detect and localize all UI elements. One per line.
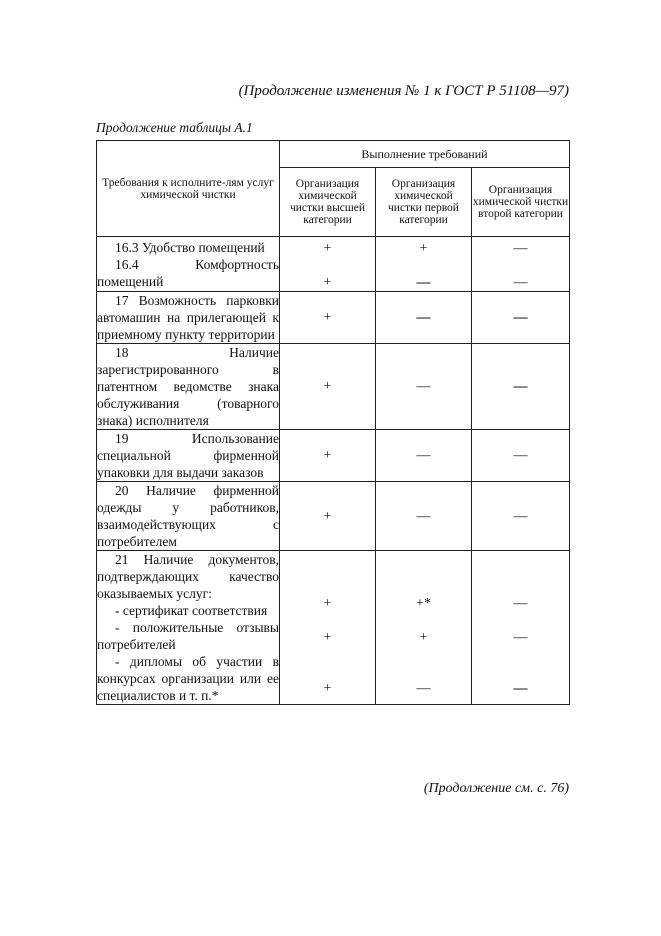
mark-21-sub3-second: —: [513, 681, 528, 696]
mark-17-high: +: [280, 292, 376, 344]
mark-20-high: +: [280, 482, 376, 551]
mark-20-first: —: [376, 482, 472, 551]
mark-18-second: —: [472, 344, 570, 430]
row-21-high: [280, 551, 376, 705]
mark-16-3-first: +: [419, 241, 428, 256]
row-16-first: [376, 237, 472, 292]
mark-21-sub2-first: +: [419, 630, 428, 645]
requirement-20: [97, 482, 280, 551]
mark-21-sub3-first: —: [416, 681, 431, 696]
requirement-16-4: 16.4 Комфортность помещений: [97, 256, 279, 289]
mark-21-sub1-first: +*: [416, 596, 431, 611]
table-caption: Продолжение таблицы А.1: [96, 120, 253, 135]
requirement-18-text: 18 Наличие зарегистрированного в патентном ведомстве знака обслуживания (товарного знака) исполнителя: [97, 345, 279, 428]
requirement-21-sub2: - положительные отзывы потребителей: [97, 620, 279, 652]
document-header: (Продолжение изменения № 1 к ГОСТ Р 51108—97): [238, 83, 569, 99]
header-org-first: Организация химической чистки первой категории: [376, 168, 472, 237]
requirements-table: [96, 140, 570, 705]
requirement-19: [97, 430, 280, 482]
mark-21-sub2-second: —: [513, 630, 528, 645]
mark-16-4-second: —: [513, 275, 528, 290]
mark-16-3-high: +: [323, 241, 332, 256]
requirement-21-sub3: - дипломы об участии в конкурсах организации или ее специалистов и т. п.*: [97, 654, 279, 703]
mark-21-sub3-high: +: [323, 681, 332, 696]
row-21-first: [376, 551, 472, 705]
row-16-second: [472, 237, 570, 292]
requirement-20-text: 20 Наличие фирменной одежды у работников, взаимодействующих с потребителем: [97, 483, 279, 549]
mark-17-second: —: [472, 292, 570, 344]
requirement-21: [97, 551, 280, 705]
mark-16-4-high: +: [323, 275, 332, 290]
mark-16-3-second: —: [513, 241, 528, 256]
requirement-21-text: 21 Наличие документов, подтверждающих качество оказываемых услуг:: [97, 552, 279, 601]
mark-19-first: —: [376, 430, 472, 482]
mark-19-second: —: [472, 430, 570, 482]
requirement-16-3: 16.3 Удобство помещений: [115, 239, 265, 255]
page-footer: (Продолжение см. с. 76): [423, 781, 569, 796]
requirement-21-sub1: - сертификат соответствия: [115, 603, 268, 618]
requirement-18: [97, 344, 280, 430]
requirement-19-text: 19 Использование специальной фирменной упаковки для выдачи заказов: [97, 431, 279, 480]
header-org-second: Организация химической чистки второй категории: [472, 168, 570, 237]
header-requirements: Требования к исполните-лям услуг химической чистки: [97, 141, 280, 237]
header-execution: Выполнение требований: [280, 141, 570, 168]
mark-21-sub1-high: +: [323, 596, 332, 611]
mark-19-high: +: [280, 430, 376, 482]
mark-20-second: —: [472, 482, 570, 551]
requirement-17-text: 17 Возможность парковки автомашин на прилегающей к приемному пункту территории: [97, 293, 279, 342]
mark-18-first: —: [376, 344, 472, 430]
mark-18-high: +: [280, 344, 376, 430]
mark-16-4-first: —: [416, 275, 431, 290]
mark-21-sub1-second: —: [513, 596, 528, 611]
requirement-17: [97, 292, 280, 344]
mark-17-first: —: [376, 292, 472, 344]
mark-21-sub2-high: +: [323, 630, 332, 645]
header-org-high: Организация химической чистки высшей категории: [280, 168, 376, 237]
row-16-requirements: [97, 237, 280, 292]
row-21-second: [472, 551, 570, 705]
row-16-high: [280, 237, 376, 292]
